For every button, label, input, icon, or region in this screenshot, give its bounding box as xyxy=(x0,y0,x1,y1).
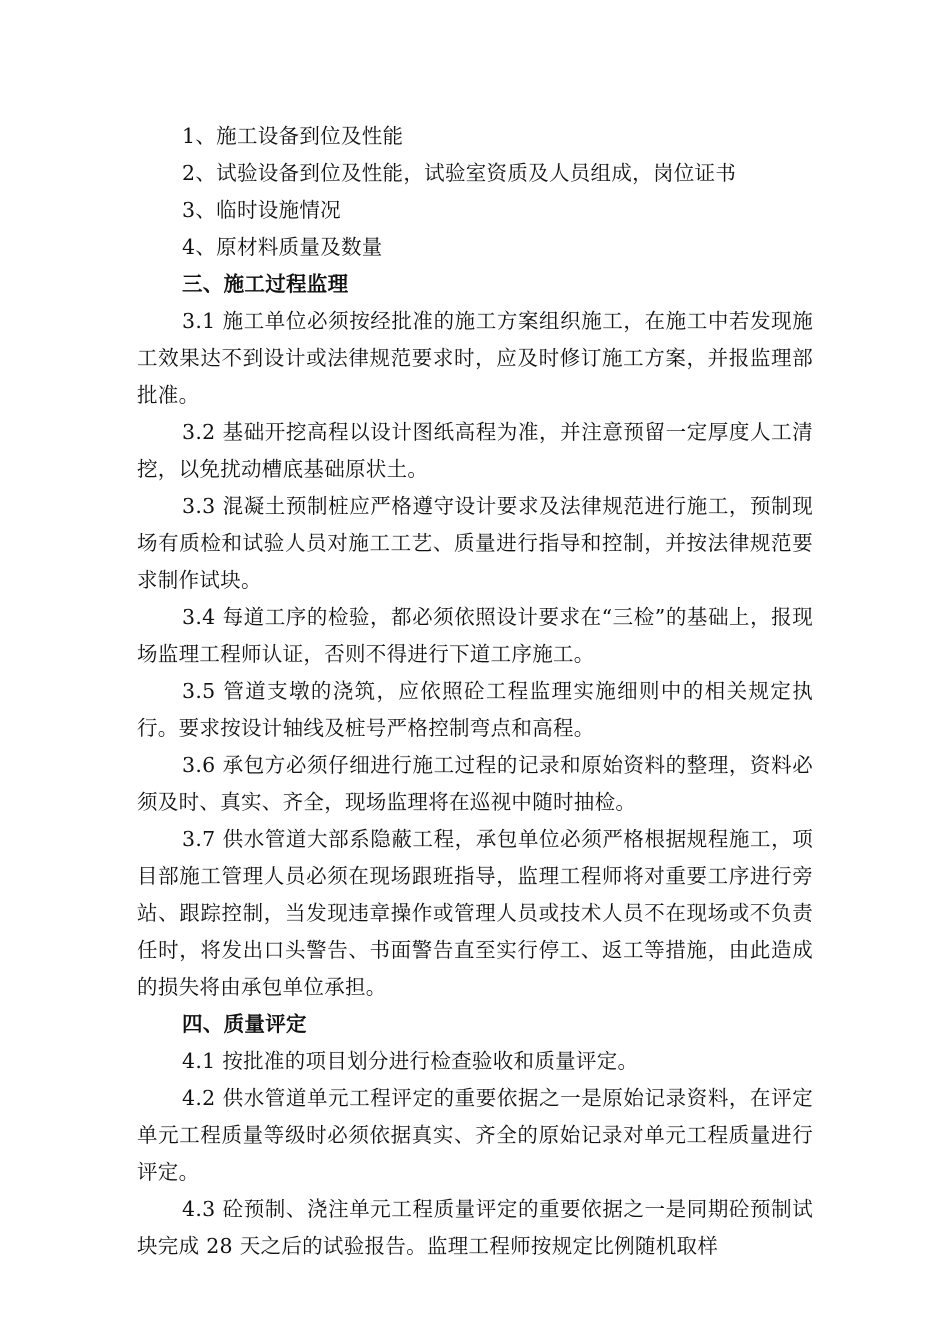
list-item: 4、原材料质量及数量 xyxy=(182,235,383,259)
paragraph: 3.7 供水管道大部系隐蔽工程，承包单位必须严格根据规程施工，项目部施工管理人员必须在现场跟班指导，监理工程师将对重要工序进行旁站、跟踪控制，当发现违章操作或管理人员或技术人员不在现场或不负责任时，将发出口头警告、书面警告直至实行停工、返工等措施，由此造成的损失将由承包单位承担。 xyxy=(137,827,813,999)
list-item: 1、施工设备到位及性能 xyxy=(182,124,404,148)
section-heading: 三、施工过程监理 xyxy=(182,272,349,296)
paragraph: 4.1 按批准的项目划分进行检查验收和质量评定。 xyxy=(182,1049,639,1073)
paragraph: 3.2 基础开挖高程以设计图纸高程为准，并注意预留一定厚度人工清挖，以免扰动槽底基础原状土。 xyxy=(137,420,813,481)
paragraph: 4.2 供水管道单元工程评定的重要依据之一是原始记录资料，在评定单元工程质量等级时必须依据真实、齐全的原始记录对单元工程质量进行评定。 xyxy=(137,1086,813,1184)
document-body xyxy=(137,118,813,1265)
paragraph: 3.4 每道工序的检验，都必须依照设计要求在“三检”的基础上，报现场监理工程师认证，否则不得进行下道工序施工。 xyxy=(137,605,813,666)
paragraph: 3.3 混凝土预制桩应严格遵守设计要求及法律规范进行施工，预制现场有质检和试验人员对施工工艺、质量进行指导和控制，并按法律规范要求制作试块。 xyxy=(137,494,813,592)
paragraph: 4.3 砼预制、浇注单元工程质量评定的重要依据之一是同期砼预制试块完成 28 天之后的试验报告。监理工程师按规定比例随机取样 xyxy=(137,1197,813,1258)
paragraph: 3.6 承包方必须仔细进行施工过程的记录和原始资料的整理，资料必须及时、真实、齐全，现场监理将在巡视中随时抽检。 xyxy=(137,753,813,814)
list-item: 2、试验设备到位及性能，试验室资质及人员组成，岗位证书 xyxy=(182,161,737,185)
paragraph: 3.5 管道支墩的浇筑，应依照砼工程监理实施细则中的相关规定执行。要求按设计轴线及桩号严格控制弯点和高程。 xyxy=(137,679,813,740)
list-item: 3、临时设施情况 xyxy=(182,198,341,222)
section-heading: 四、质量评定 xyxy=(182,1012,307,1036)
paragraph: 3.1 施工单位必须按经批准的施工方案组织施工，在施工中若发现施工效果达不到设计或法律规范要求时，应及时修订施工方案，并报监理部批准。 xyxy=(137,309,813,407)
